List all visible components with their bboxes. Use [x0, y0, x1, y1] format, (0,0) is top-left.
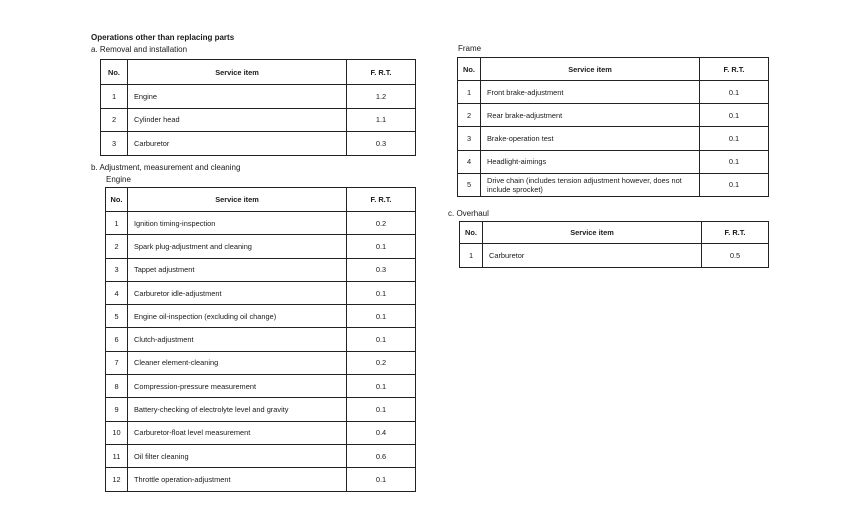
row-number: 4	[106, 281, 128, 304]
col-frt-header: F. R.T.	[700, 58, 769, 81]
table-row	[101, 132, 416, 156]
col-item-header: Service item	[481, 58, 700, 81]
frt-value-cell: 1.1	[347, 108, 416, 132]
frame-label: Frame	[458, 44, 482, 53]
service-item-cell: Headlight-aimings	[481, 150, 700, 173]
row-number: 12	[106, 468, 128, 491]
service-item-cell: Tappet adjustment	[128, 258, 347, 281]
col-frt-header: F. R.T.	[347, 188, 416, 212]
row-number: 1	[458, 81, 481, 104]
row-number: 9	[106, 398, 128, 421]
frt-value-cell: 0.5	[702, 244, 769, 268]
frt-value-cell: 0.4	[347, 421, 416, 444]
table-row	[106, 328, 416, 351]
frt-value-cell: 1.2	[347, 85, 416, 109]
frt-value-cell: 0.1	[700, 104, 769, 127]
row-number: 5	[106, 305, 128, 328]
col-item-header: Service item	[128, 60, 347, 85]
service-item-cell: Engine	[128, 85, 347, 109]
col-item-header: Service item	[483, 222, 702, 244]
row-number: 4	[458, 150, 481, 173]
service-item-cell: Battery-checking of electrolyte level and gravity	[128, 398, 347, 421]
table-header-row	[460, 222, 769, 244]
col-frt-header: F. R.T.	[347, 60, 416, 85]
service-item-cell: Carburetor-float level measurement	[128, 421, 347, 444]
engine-table	[105, 187, 416, 492]
table-header-row	[458, 58, 769, 81]
row-number: 1	[460, 244, 483, 268]
table-row	[106, 468, 416, 491]
col-frt-header: F. R.T.	[702, 222, 769, 244]
table-row	[106, 444, 416, 467]
row-number: 2	[106, 235, 128, 258]
service-item-cell: Cleaner element-cleaning	[128, 351, 347, 374]
table-row	[106, 351, 416, 374]
frt-value-cell: 0.1	[700, 173, 769, 196]
frt-value-cell: 0.1	[347, 305, 416, 328]
service-item-cell: Carburetor idle-adjustment	[128, 281, 347, 304]
table-header-row	[106, 188, 416, 212]
table-header-row	[101, 60, 416, 85]
table-row	[460, 244, 769, 268]
table-row	[106, 421, 416, 444]
table-row	[458, 127, 769, 150]
frt-value-cell: 0.1	[347, 375, 416, 398]
table-row	[101, 108, 416, 132]
col-item-header: Service item	[128, 188, 347, 212]
row-number: 1	[101, 85, 128, 109]
frt-value-cell: 0.1	[347, 328, 416, 351]
row-number: 3	[458, 127, 481, 150]
table-row	[458, 81, 769, 104]
service-item-cell: Engine oil-inspection (excluding oil change)	[128, 305, 347, 328]
service-item-cell: Carburetor	[483, 244, 702, 268]
section-a-title: a. Removal and installation	[91, 45, 188, 54]
service-item-cell: Spark plug-adjustment and cleaning	[128, 235, 347, 258]
table-row	[106, 235, 416, 258]
row-number: 6	[106, 328, 128, 351]
removal-table	[100, 59, 416, 156]
section-b-title: b. Adjustment, measurement and cleaning	[91, 163, 241, 172]
table-row	[106, 375, 416, 398]
service-item-cell: Brake-operation test	[481, 127, 700, 150]
frt-value-cell: 0.1	[347, 398, 416, 421]
row-number: 5	[458, 173, 481, 196]
row-number: 2	[101, 108, 128, 132]
frt-value-cell: 0.6	[347, 444, 416, 467]
table-row	[101, 85, 416, 109]
row-number: 2	[458, 104, 481, 127]
col-no-header: No.	[458, 58, 481, 81]
col-no-header: No.	[101, 60, 128, 85]
service-item-cell: Oil filter cleaning	[128, 444, 347, 467]
engine-label: Engine	[106, 175, 131, 184]
table-row	[458, 150, 769, 173]
frt-value-cell: 0.1	[347, 281, 416, 304]
frt-value-cell: 0.2	[347, 212, 416, 235]
frt-value-cell: 0.1	[700, 81, 769, 104]
row-number: 11	[106, 444, 128, 467]
frt-value-cell: 0.1	[347, 235, 416, 258]
service-item-cell: Rear brake-adjustment	[481, 104, 700, 127]
row-number: 8	[106, 375, 128, 398]
service-item-cell: Carburetor	[128, 132, 347, 156]
service-item-cell: Throttle operation-adjustment	[128, 468, 347, 491]
table-row	[458, 104, 769, 127]
frt-value-cell: 0.1	[347, 468, 416, 491]
row-number: 7	[106, 351, 128, 374]
overhaul-table	[459, 221, 769, 268]
frt-value-cell: 0.1	[700, 150, 769, 173]
row-number: 1	[106, 212, 128, 235]
row-number: 3	[101, 132, 128, 156]
col-no-header: No.	[460, 222, 483, 244]
frt-value-cell: 0.3	[347, 258, 416, 281]
service-item-cell: Front brake-adjustment	[481, 81, 700, 104]
table-row	[106, 212, 416, 235]
frame-table	[457, 57, 769, 197]
table-row	[458, 173, 769, 196]
section-c-title: c. Overhaul	[448, 209, 489, 218]
col-no-header: No.	[106, 188, 128, 212]
table-row	[106, 258, 416, 281]
service-item-cell: Cylinder head	[128, 108, 347, 132]
table-row	[106, 398, 416, 421]
table-row	[106, 305, 416, 328]
frt-value-cell: 0.3	[347, 132, 416, 156]
page-heading: Operations other than replacing parts	[91, 33, 235, 42]
table-row	[106, 281, 416, 304]
frt-value-cell: 0.2	[347, 351, 416, 374]
service-item-cell: Ignition timing-inspection	[128, 212, 347, 235]
frt-value-cell: 0.1	[700, 127, 769, 150]
row-number: 3	[106, 258, 128, 281]
service-item-cell: Clutch-adjustment	[128, 328, 347, 351]
service-item-cell: Drive chain (includes tension adjustment however, does not include sprocket)	[481, 173, 700, 196]
row-number: 10	[106, 421, 128, 444]
service-item-cell: Compression-pressure measurement	[128, 375, 347, 398]
